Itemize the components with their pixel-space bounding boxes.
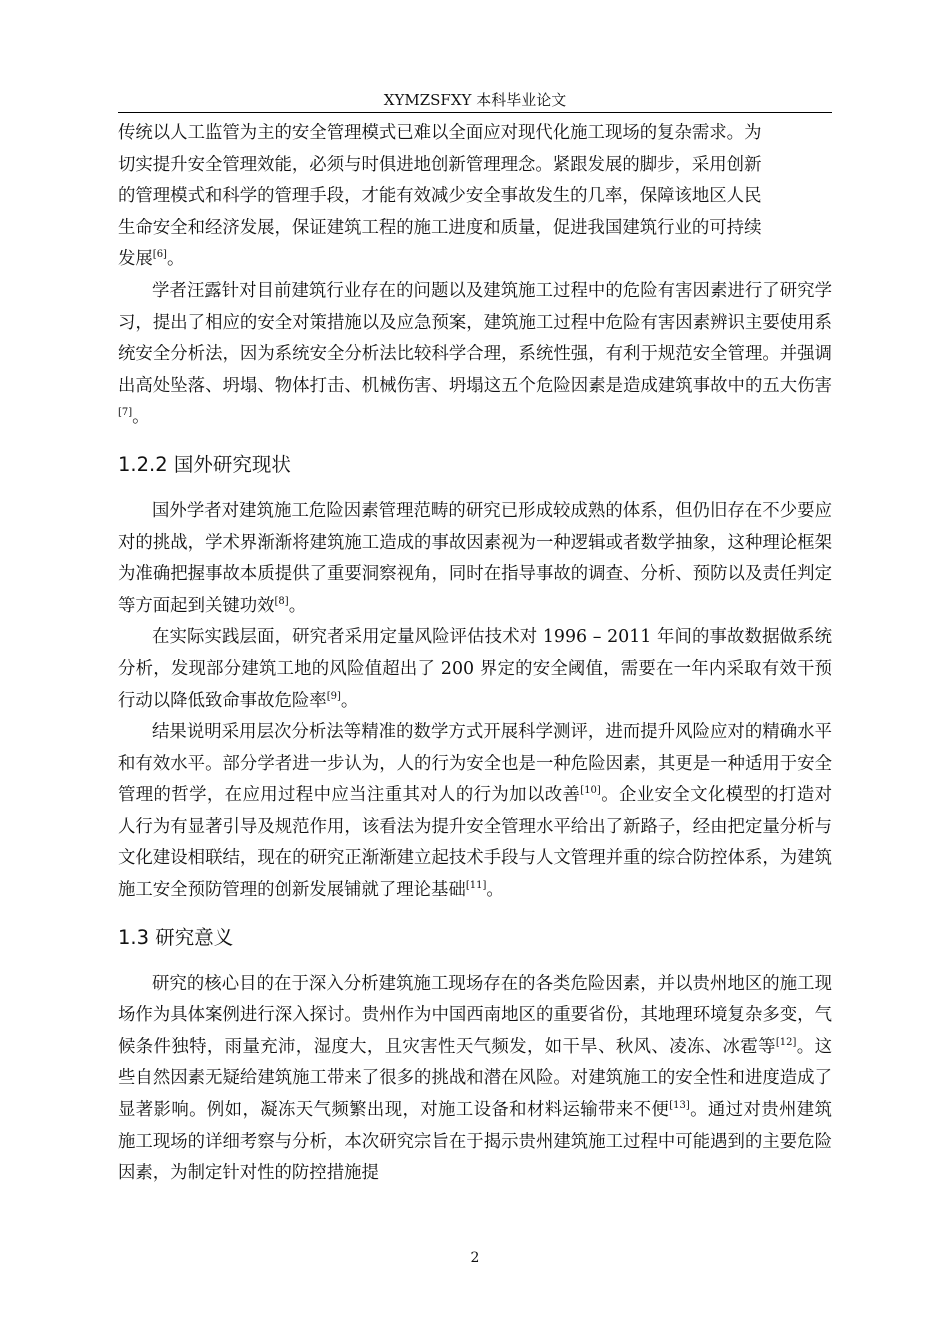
page-body bbox=[118, 118, 832, 1190]
text-line bbox=[118, 244, 832, 276]
text-run: 。企业安全文化模型的打造对人行为有显著引导及规范作用，该看法为提升安全管理水平给出了新路子，经由把定量分析与文化建设相联结，现在的研究正渐渐建立起技术手段与人文管理并重的综合防控体系，为建筑施工安全预防管理的创新发展铺就了理论基础 bbox=[118, 785, 832, 901]
text-run: 。 bbox=[288, 595, 307, 616]
section-heading-1-3: 1.3 研究意义 bbox=[118, 925, 234, 949]
text-run: 。 bbox=[340, 690, 359, 711]
paragraph-foreign-research bbox=[118, 496, 832, 622]
text-line: 传统以人工监管为主的安全管理模式已难以全面应对现代化施工现场的复杂需求。为 bbox=[118, 123, 762, 143]
citation: [11] bbox=[465, 880, 487, 892]
text-run: 。通过对贵州建筑施工现场的详细考察与分析，本次研究宗旨在于揭示贵州建筑施工过程中可能遇到的主要危险因素，为制定针对性的防控措施提 bbox=[118, 1100, 832, 1184]
text-run: 国外学者对建筑施工危险因素管理范畴的研究已形成较成熟的体系，但仍旧存在不少要应对的挑战，学术界渐渐将建筑施工造成的事故因素视为一种逻辑或者数学抽象，这种理论框架为准确把握事故本质提供了重要洞察视角，同时在指导事故的调查、分析、预防以及责任判定等方面起到关键功效 bbox=[118, 500, 832, 616]
header-rule bbox=[118, 112, 832, 113]
text-run: 发展 bbox=[118, 249, 153, 270]
text-run: 在实际实践层面，研究者采用定量风险评估技术对 1996 – 2011 年间的事故数据做系统分析，发现部分建筑工地的风险值超出了 200 界定的安全阈值，需要在一年内采取有效干预行动以降低致命事故危险率 bbox=[118, 627, 832, 711]
paragraph-results bbox=[118, 717, 832, 907]
paragraph-quantitative-risk bbox=[118, 622, 832, 717]
citation: [9] bbox=[326, 690, 341, 702]
citation: [12] bbox=[775, 1037, 797, 1049]
paragraph-intro-continued bbox=[118, 118, 832, 276]
citation: [13] bbox=[669, 1100, 690, 1112]
citation: [7] bbox=[118, 407, 133, 419]
citation: [10] bbox=[580, 785, 601, 797]
running-header: XYMZSFXY 本科毕业论文 bbox=[383, 91, 567, 109]
paragraph-significance bbox=[118, 969, 832, 1190]
page-number: 2 bbox=[470, 1250, 480, 1266]
text-run: 结果说明采用层次分析法等精准的数学方式开展科学测评，进而提升风险应对的精确水平和有效水平。部分学者进一步认为，人的行为安全也是一种危险因素，其更是一种适用于安全管理的哲学，在应用过程中应当注重其对人的行为加以改善 bbox=[118, 722, 832, 806]
text-line: 切实提升安全管理效能，必须与时俱进地创新管理理念。紧跟发展的脚步，采用创新 bbox=[118, 154, 762, 175]
paragraph-wang-lu bbox=[118, 276, 832, 434]
text-run: 研究的核心目的在于深入分析建筑施工现场存在的各类危险因素，并以贵州地区的施工现场作为具体案例进行深入探讨。贵州作为中国西南地区的重要省份，其地理环境复杂多变，气候条件独特，雨量充沛，湿度大，且灾害性天气频发，如干旱、秋风、凌冻、冰雹等 bbox=[118, 973, 832, 1057]
text-run: 。 bbox=[132, 407, 150, 428]
text-run: 。 bbox=[486, 880, 504, 901]
text-line: 生命安全和经济发展，保证建筑工程的施工进度和质量，促进我国建筑行业的可持续 bbox=[118, 217, 762, 238]
citation: [8] bbox=[274, 595, 289, 607]
text-run: 。这些自然因素无疑给建筑施工带来了很多的挑战和潜在风险。对建筑施工的安全性和进度造成了显著影响。例如，凝冻天气频繁出现，对施工设备和材料运输带来不便 bbox=[118, 1036, 832, 1121]
text-run: 。 bbox=[166, 249, 185, 270]
text-run: 学者汪露针对目前建筑行业存在的问题以及建筑施工过程中的危险有害因素进行了研究学习，提出了相应的安全对策措施以及应急预案，建筑施工过程中危险有害因素辨识主要使用系统安全分析法，因为系统安全分析法比较科学合理，系统性强，有利于规范安全管理。并强调出高处坠落、坍塌、物体打击、机械伤害、坍塌这五个危险因素是造成建筑事故中的五大伤害 bbox=[118, 280, 832, 396]
citation: [6] bbox=[152, 249, 167, 261]
section-heading-1-2-2: 1.2.2 国外研究现状 bbox=[118, 452, 291, 476]
text-line: 的管理模式和科学的管理手段，才能有效减少安全事故发生的几率，保障该地区人民 bbox=[118, 186, 762, 207]
